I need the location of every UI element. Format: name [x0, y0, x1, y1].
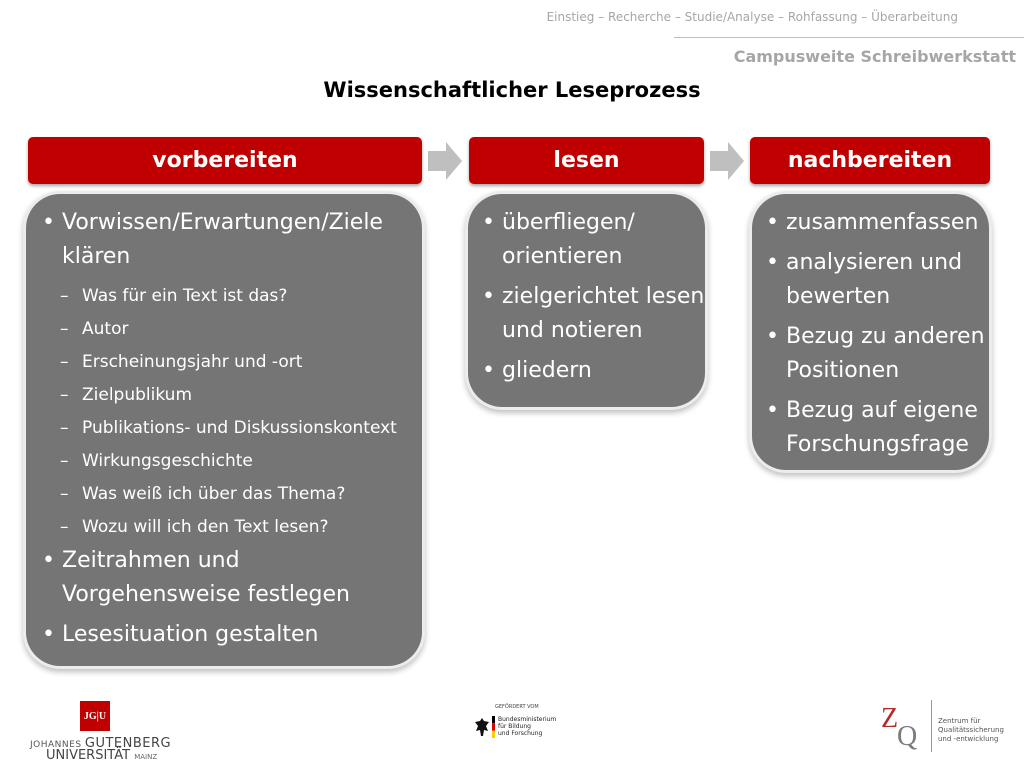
jgu-mainz: MAINZ	[134, 753, 158, 761]
phase-box-vorbereiten	[26, 194, 422, 666]
bullet-item-text: analysieren und	[786, 250, 963, 275]
sub-list	[40, 280, 422, 544]
breadcrumb: Einstieg – Recherche – Studie/Analyse – Rohfassung – Überarbeitung	[546, 10, 958, 24]
bullet-item-text: Zeitrahmen und	[62, 548, 240, 573]
bullet-icon: •	[482, 210, 495, 235]
phase-header-vorbereiten: vorbereiten	[28, 137, 422, 184]
sub-item-text: Zielpublikum	[82, 385, 193, 405]
bullet-item-text: und notieren	[502, 318, 643, 343]
jgu-line2	[46, 748, 157, 763]
bullet-item-text: Positionen	[786, 358, 900, 383]
bullet-item-text: zusammenfassen	[786, 210, 979, 235]
bullet-item-text: orientieren	[502, 244, 623, 269]
bullet-item-text: überfliegen/	[502, 210, 635, 235]
bullet-icon: •	[42, 210, 55, 235]
bullet-item	[40, 618, 422, 652]
dash-icon: –	[60, 418, 69, 438]
phase-box-nachbereiten	[752, 194, 989, 470]
bullet-item-text: gliedern	[502, 358, 592, 383]
bullet-item-text: Vorwissen/Erwartungen/Ziele	[62, 210, 383, 235]
dash-icon: –	[60, 385, 69, 405]
sub-item	[40, 313, 422, 346]
sub-item-text: Erscheinungsjahr und -ort	[82, 352, 303, 372]
right-arrow-icon	[426, 140, 464, 182]
sub-item-text: Wozu will ich den Text lesen?	[82, 517, 329, 537]
sub-item	[40, 379, 422, 412]
bullet-item-text: Forschungsfrage	[786, 432, 969, 457]
bullet-item-text: Lesesituation gestalten	[62, 622, 319, 647]
bullet-icon: •	[766, 324, 779, 349]
bullet-item	[764, 206, 989, 240]
sub-item	[40, 445, 422, 478]
bullet-item	[480, 280, 705, 348]
bmbf-name: Bundesministerium für Bildung und Forschung	[498, 716, 557, 737]
zq-name: Zentrum für Qualitätssicherung und -entwicklung	[938, 717, 1004, 743]
federal-eagle-icon	[474, 717, 490, 737]
sub-item	[40, 280, 422, 313]
bmbf-sponsor-label: GEFÖRDERT VOM	[495, 704, 539, 710]
bullet-item	[480, 206, 705, 274]
sub-item	[40, 412, 422, 445]
sub-item	[40, 478, 422, 511]
sub-item-text: Was für ein Text ist das?	[82, 286, 288, 306]
dash-icon: –	[60, 484, 69, 504]
bullet-icon: •	[42, 548, 55, 573]
jgu-gutenberg: GUTENBERG	[84, 736, 172, 751]
header-divider	[674, 37, 1024, 38]
bullet-icon: •	[42, 622, 55, 647]
bullet-icon: •	[482, 358, 495, 383]
bullet-icon: •	[766, 250, 779, 275]
bullet-item	[480, 354, 705, 388]
bullet-item-text: Bezug zu anderen	[786, 324, 985, 349]
zq-mark-q: Q	[897, 721, 918, 750]
dash-icon: –	[60, 451, 69, 471]
page-title: Wissenschaftlicher Leseprozess	[323, 78, 701, 102]
bullet-item	[764, 246, 989, 314]
jgu-johannes: JOHANNES	[30, 740, 82, 750]
phase-box-lesen	[468, 194, 705, 407]
bullet-item	[40, 544, 422, 612]
right-arrow-icon	[708, 140, 746, 182]
sub-item-text: Autor	[82, 319, 129, 339]
bullet-icon: •	[766, 398, 779, 423]
sub-item	[40, 346, 422, 379]
bullet-item-text: Bezug auf eigene	[786, 398, 978, 423]
zq-divider	[931, 700, 932, 752]
phase-list-vorbereiten	[40, 206, 422, 652]
zq-mark-z: Z	[881, 703, 899, 734]
german-flag-icon	[492, 716, 495, 738]
bullet-item-text: bewerten	[786, 284, 891, 309]
sub-item-text: Was weiß ich über das Thema?	[82, 484, 346, 504]
dash-icon: –	[60, 352, 69, 372]
zq-mark	[880, 700, 926, 750]
phase-header-lesen: lesen	[469, 137, 704, 184]
jgu-universitaet: UNIVERSITÄT	[46, 748, 131, 763]
dash-icon: –	[60, 286, 69, 306]
bullet-item	[764, 320, 989, 388]
org-name: Campusweite Schreibwerkstatt	[733, 47, 1016, 66]
bullet-item	[40, 206, 422, 274]
phase-header-nachbereiten: nachbereiten	[750, 137, 990, 184]
jgu-mark: JG|U	[80, 701, 110, 731]
bullet-item-text: klären	[62, 244, 131, 269]
sub-item	[40, 511, 422, 544]
dash-icon: –	[60, 319, 69, 339]
bullet-item	[764, 394, 989, 462]
bullet-item-text: Vorgehensweise festlegen	[62, 582, 350, 607]
bullet-icon: •	[766, 210, 779, 235]
sub-item-text: Publikations- und Diskussionskontext	[82, 418, 397, 438]
dash-icon: –	[60, 517, 69, 537]
bullet-item-text: zielgerichtet lesen	[502, 284, 705, 309]
sub-item-text: Wirkungsgeschichte	[82, 451, 253, 471]
phase-list-lesen	[480, 206, 705, 388]
bullet-icon: •	[482, 284, 495, 309]
phase-list-nachbereiten	[764, 206, 989, 462]
